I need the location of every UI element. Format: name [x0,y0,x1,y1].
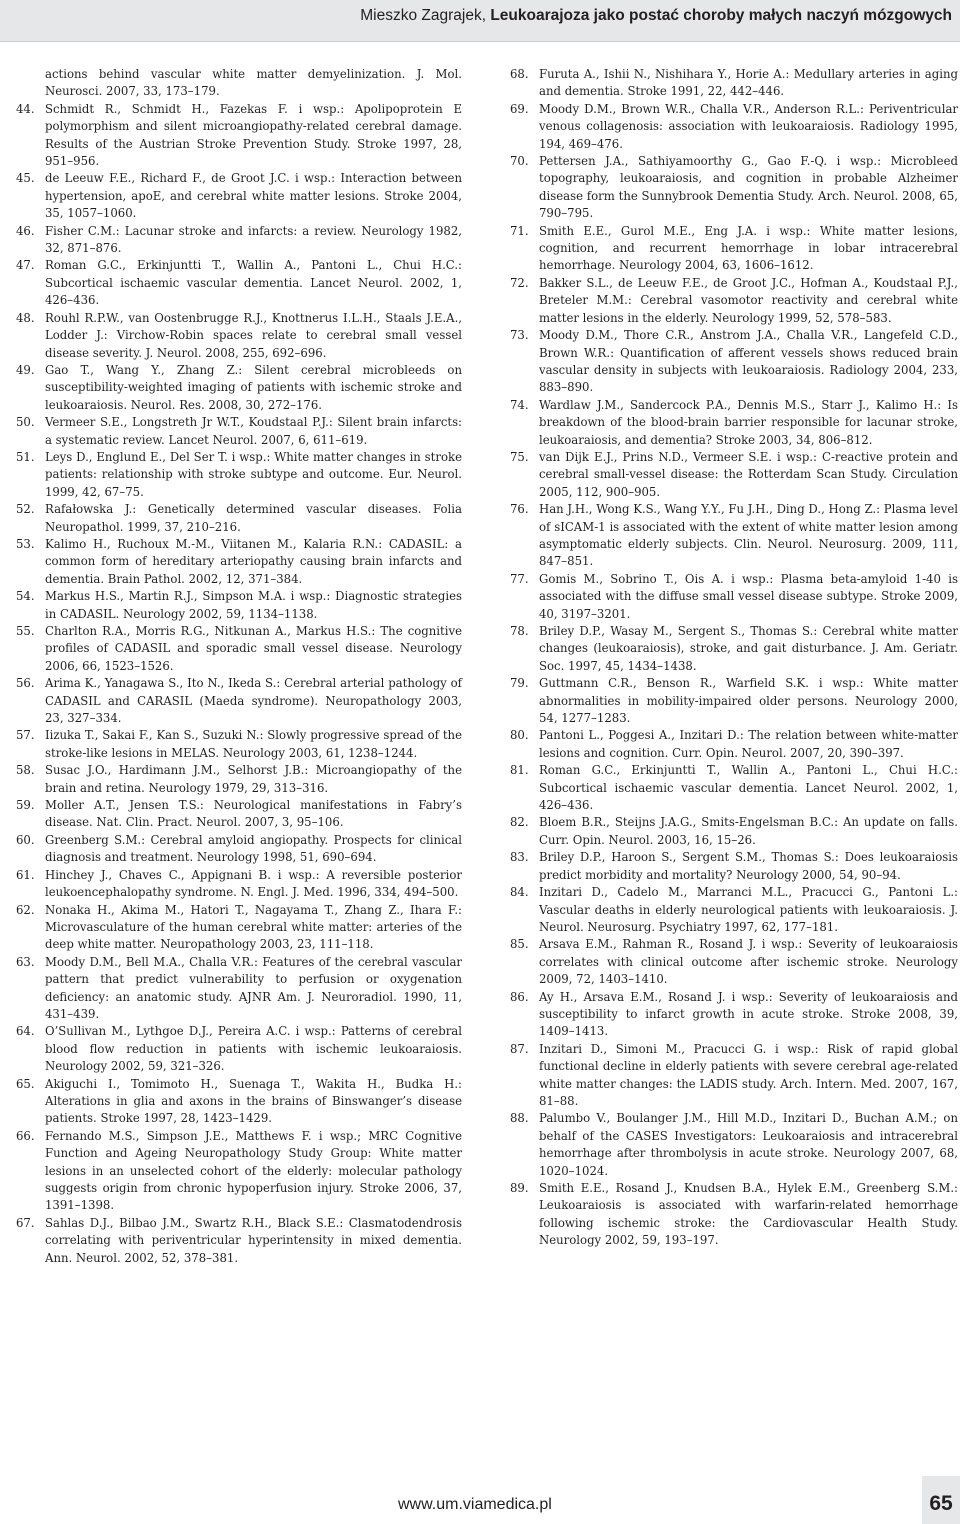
reference-text: Susac J.O., Hardimann J.M., Selhorst J.B.: Microangiopathy of the brain and retina. Neurology 1979, 29, 313–316. [45,763,462,795]
reference-item [16,223,462,258]
reference-number: 84. [510,885,529,900]
reference-number: 81. [510,763,529,778]
reference-item [16,797,462,832]
reference-number: 56. [16,676,35,691]
reference-text: de Leeuw F.E., Richard F., de Groot J.C. i wsp.: Interaction between hypertension, apoE, and cerebral white matter lesions. Stroke 2004, 35, 1057–1060. [45,171,462,221]
reference-number: 67. [16,1215,35,1230]
reference-item [16,501,462,536]
reference-item [510,936,958,988]
reference-number: 85. [510,937,529,952]
reference-number: 73. [510,328,529,343]
reference-text: Akiguchi I., Tomimoto H., Suenaga T., Wakita H., Budka H.: Alterations in glia and axons in the brains of Binswanger’s disease patients. Stroke 1997, 28, 1423–1429. [45,1076,462,1126]
reference-text: Guttmann C.R., Benson R., Warfield S.K. i wsp.: White matter abnormalities in mobility-impaired older persons. Neurology 2000, 54, 1277–1283. [539,676,958,726]
header-author: Mieszko Zagrajek, [360,7,486,24]
reference-item [16,623,462,675]
reference-item [16,536,462,588]
page-number-box [922,1476,960,1524]
reference-text: Moody D.M., Brown W.R., Challa V.R., Anderson R.L.: Periventricular venous collagenosis: association with leukoaraiosis. Radiology 1995, 194, 469–476. [539,101,958,151]
reference-item [16,1076,462,1128]
reference-number: 51. [16,449,35,464]
reference-text: Pettersen J.A., Sathiyamoorthy G., Gao F.-Q. i wsp.: Microbleed topography, leukoaraiosis, and cognition in probable Alzheimer disease form the Sunnybrook Dementia Study. Arch. Neurol. 2008, 65, 790–795. [539,154,958,221]
reference-text: Roman G.C., Erkinjuntti T., Wallin A., Pantoni L., Chui H.C.: Subcortical ischaemic vascular dementia. Lancet Neurol. 2002, 1, 426–436. [539,763,958,813]
reference-number: 89. [510,1181,529,1195]
reference-number: 50. [16,415,35,430]
reference-text: Rafałowska J.: Genetically determined vascular diseases. Folia Neuropathol. 1999, 37, 210–216. [45,502,462,534]
reference-item [16,414,462,449]
reference-number: 48. [16,310,35,325]
reference-number: 62. [16,902,35,917]
reference-item [510,727,958,762]
reference-number: 75. [510,449,529,464]
running-header [0,0,960,42]
reference-text: Nonaka H., Akima M., Hatori T., Nagayama T., Zhang Z., Ihara F.: Microvasculature of the human cerebral white matter: arteries of the deep white matter. Neuropathology 2003, 23, 111–118. [45,902,462,952]
reference-text: van Dijk E.J., Prins N.D., Vermeer S.E. i wsp.: C-reactive protein and cerebral small-vessel disease: the Rotterdam Scan Study. Circulation 2005, 112, 900–905. [539,449,958,499]
reference-text: Sahlas D.J., Bilbao J.M., Swartz R.H., Black S.E.: Clasmatodendrosis correlating with periventricular hyperintensity in mixed dementia. Ann. Neurol. 2002, 52, 378–381. [45,1215,462,1265]
reference-item [510,1180,958,1250]
reference-number: 58. [16,763,35,778]
reference-number: 55. [16,624,35,638]
reference-text: Rouhl R.P.W., van Oostenbrugge R.J., Knottnerus I.L.H., Staals J.E.A., Lodder J.: Virchow-Robin spaces relate to cerebral small vessel disease severity. J. Neurol. 2008, 255, 692–696. [45,310,462,360]
reference-text: Palumbo V., Boulanger J.M., Hill M.D., Inzitari D., Buchan A.M.; on behalf of the CASES Investigators: Leukoaraiosis and intracerebral hemorrhage after thrombolysis in acute stroke. Neurology 2007, 68, 1020–1024. [539,1111,958,1178]
reference-number: 69. [510,101,529,116]
reference-text: Hinchey J., Chaves C., Appignani B. i wsp.: A reversible posterior leukoencephalopathy syndrome. N. Engl. J. Med. 1996, 334, 494–500. [45,867,462,900]
reference-number: 88. [510,1111,529,1126]
reference-number: 70. [510,154,529,169]
reference-text: Moller A.T., Jensen T.S.: Neurological manifestations in Fabry’s disease. Nat. Clin. Pract. Neurol. 2007, 3, 95–106. [45,798,462,830]
reference-item [510,501,958,571]
reference-item [510,814,958,849]
reference-number: 77. [510,571,529,586]
reference-number: 64. [16,1024,35,1039]
reference-item [16,101,462,171]
reference-item [510,675,958,727]
reference-text: Han J.H., Wong K.S., Wang Y.Y., Fu J.H., Ding D., Hong Z.: Plasma level of sICAM-1 is associated with the extent of white matter lesion among asymptomatic elderly subjects. Clin. Neurol. Neurosurg. 2009, 111, 847–851. [539,502,958,569]
reference-number: 87. [510,1041,529,1056]
reference-number: 63. [16,954,35,969]
reference-item [16,1215,462,1267]
reference-item [510,884,958,936]
reference-text: O’Sullivan M., Lythgoe D.J., Pereira A.C. i wsp.: Patterns of cerebral blood flow reduction in patients with ischemic leukoaraiosis. Neurology 2002, 59, 321–326. [45,1024,462,1074]
running-header-text [360,7,952,25]
reference-text: Moody D.M., Bell M.A., Challa V.R.: Features of the cerebral vascular pattern that predict vulnerability to perfusion or oxygenation deficiency: an anatomic study. AJNR Am. J. Neuroradiol. 1990, 11, 431–439. [45,954,462,1021]
reference-item [510,101,958,153]
reference-number: 46. [16,223,35,238]
reference-item [16,832,462,867]
page-number: 65 [929,1492,953,1515]
reference-text: Pantoni L., Poggesi A., Inzitari D.: The relation between white-matter lesions and cognition. Curr. Opin. Neurol. 2007, 20, 390–397. [539,728,958,760]
reference-text: Smith E.E., Gurol M.E., Eng J.A. i wsp.: White matter lesions, cognition, and recurrent hemorrhage in lobar intracerebral hemorrhage. Neurology 2004, 63, 1606–1612. [539,223,958,273]
reference-item [510,571,958,623]
header-title: Leukoarajoza jako postać choroby małych naczyń mózgowych [490,7,952,24]
reference-item [510,1110,958,1180]
reference-number: 57. [16,728,35,743]
reference-item [16,362,462,414]
reference-text: Roman G.C., Erkinjuntti T., Wallin A., Pantoni L., Chui H.C.: Subcortical ischaemic vascular dementia. Lancet Neurol. 2002, 1, 426–436. [45,258,462,308]
reference-text: Wardlaw J.M., Sandercock P.A., Dennis M.S., Starr J., Kalimo H.: Is breakdown of the blood-brain barrier responsible for lacunar stroke, leukoaraiosis, and dementia? Stroke 2003, 34, 806–812. [539,397,958,447]
reference-item [16,310,462,362]
reference-item [510,623,958,675]
reference-number: 44. [16,101,35,116]
reference-number: 79. [510,676,529,691]
reference-text: Gomis M., Sobrino T., Ois A. i wsp.: Plasma beta-amyloid 1-40 is associated with the diffuse small vessel disease subtype. Stroke 2009, 40, 3197–3201. [539,571,958,621]
reference-number: 74. [510,397,529,412]
reference-text: Inzitari D., Cadelo M., Marranci M.L., Pracucci G., Pantoni L.: Vascular deaths in elderly neurological patients with leukoaraiosis. J. Neurol. Neurosurg. Psychiatry 1997, 62, 177–181. [539,885,958,934]
reference-number: 83. [510,850,529,865]
reference-text: Briley D.P., Haroon S., Sergent S.M., Thomas S.: Does leukoaraiosis predict morbidity and mortality? Neurology 2000, 54, 90–94. [539,850,958,882]
reference-text: Arsava E.M., Rahman R., Rosand J. i wsp.: Severity of leukoaraiosis correlates with clinical outcome after ischemic stroke. Neurology 2009, 72, 1403–1410. [539,937,958,987]
reference-text: Markus H.S., Martin R.J., Simpson M.A. i wsp.: Diagnostic strategies in CADASIL. Neurology 2002, 59, 1134–1138. [45,589,462,621]
reference-item [16,954,462,1024]
reference-number: 53. [16,536,35,551]
reference-item [16,867,462,902]
reference-text: actions behind vascular white matter demyelinization. J. Mol. Neurosci. 2007, 33, 173–179. [45,67,462,99]
reference-item [16,449,462,501]
reference-item [16,727,462,762]
reference-item [510,397,958,449]
reference-item [510,223,958,275]
reference-item [16,66,462,101]
reference-item [510,153,958,223]
reference-number: 54. [16,589,35,604]
reference-number: 66. [16,1128,35,1143]
reference-item [510,275,958,327]
reference-text: Charlton R.A., Morris R.G., Nitkunan A., Markus H.S.: The cognitive profiles of CADASIL and sporadic small vessel disease. Neurology 2006, 66, 1523–1526. [45,624,462,673]
reference-text: Furuta A., Ishii N., Nishihara Y., Horie A.: Medullary arteries in aging and dementia. Stroke 1991, 22, 442–446. [539,67,958,99]
reference-number: 78. [510,624,529,638]
reference-item [510,66,958,101]
reference-item [510,327,958,397]
reference-number: 71. [510,223,529,238]
reference-number: 72. [510,275,529,290]
reference-text: Bakker S.L., de Leeuw F.E., de Groot J.C., Hofman A., Koudstaal P.J., Breteler M.M.: Cerebral vasomotor reactivity and cerebral white matter lesions in the elderly. Neurology 1999, 52, 578–583. [539,275,958,325]
reference-number: 68. [510,67,529,81]
reference-text: Fernando M.S., Simpson J.E., Matthews F. i wsp.; MRC Cognitive Function and Ageing Neuropathology Study Group: White matter lesions in an unselected cohort of the elderly: molecular pathology suggests origin from chronic hypoperfusion injury. Stroke 2006, 37, 1391–1398. [45,1128,462,1213]
reference-text: Moody D.M., Thore C.R., Anstrom J.A., Challa V.R., Langefeld C.D., Brown W.R.: Quantification of afferent vessels shows reduced brain vascular density in subjects with leukoaraiosis. Radiology 2004, 233, 883–890. [539,328,958,395]
reference-item [16,257,462,309]
reference-number: 76. [510,502,529,517]
reference-number: 80. [510,728,529,743]
references-right-column [510,66,958,1250]
reference-text: Fisher C.M.: Lacunar stroke and infarcts: a review. Neurology 1982, 32, 871–876. [45,223,462,256]
reference-text: Bloem B.R., Steijns J.A.G., Smits-Engelsman B.C.: An update on falls. Curr. Opin. Neurol. 2003, 16, 15–26. [539,815,958,847]
reference-number: 60. [16,832,35,847]
reference-text: Iizuka T., Sakai F., Kan S., Suzuki N.: Slowly progressive spread of the stroke-like lesions in MELAS. Neurology 2003, 61, 1238–1244. [45,728,462,760]
reference-item [510,762,958,814]
reference-item [16,675,462,727]
footer-url: www.um.viamedica.pl [398,1496,552,1513]
reference-item [16,1023,462,1075]
reference-number: 52. [16,502,35,517]
reference-number: 47. [16,258,35,273]
reference-number: 82. [510,815,529,830]
reference-number: 61. [16,867,35,882]
reference-item [16,170,462,222]
reference-item [510,849,958,884]
reference-number: 49. [16,362,35,377]
reference-text: Smith E.E., Rosand J., Knudsen B.A., Hylek E.M., Greenberg S.M.: Leukoaraiosis is associated with warfarin-related hemorrhage following ischemic stroke: the Cardiovascular Health Study. Neurology 2002, 59, 193–197. [539,1181,958,1248]
reference-number: 65. [16,1076,35,1091]
reference-text: Greenberg S.M.: Cerebral amyloid angiopathy. Prospects for clinical diagnosis and treatment. Neurology 1998, 51, 690–694. [45,832,462,865]
reference-item [16,902,462,954]
reference-number: 86. [510,989,529,1004]
reference-text: Gao T., Wang Y., Zhang Z.: Silent cerebral microbleeds on susceptibility-weighted imaging of patients with ischemic stroke and leukoaraiosis. Neurol. Res. 2008, 30, 272–176. [45,362,462,412]
references-left-column [16,66,462,1267]
reference-item [16,588,462,623]
reference-text: Kalimo H., Ruchoux M.-M., Viitanen M., Kalaria R.N.: CADASIL: a common form of hereditary arteriopathy causing brain infarcts and dementia. Brain Pathol. 2002, 12, 371–384. [45,536,462,586]
reference-number: 59. [16,798,35,813]
reference-item [510,449,958,501]
reference-text: Ay H., Arsava E.M., Rosand J. i wsp.: Severity of leukoaraiosis and susceptibility to infarct growth in acute stroke. Stroke 2008, 39, 1409–1413. [539,989,958,1039]
reference-text: Arima K., Yanagawa S., Ito N., Ikeda S.: Cerebral arterial pathology of CADASIL and CARASIL (Maeda syndrome). Neuropathology 2003, 23, 327–334. [45,676,462,726]
reference-item [16,762,462,797]
reference-text: Inzitari D., Simoni M., Pracucci G. i wsp.: Risk of rapid global functional decline in elderly patients with severe cerebral age-related white matter changes: the LADIS study. Arch. Intern. Med. 2007, 167, 81–88. [539,1041,958,1108]
reference-item [16,1128,462,1215]
reference-number: 45. [16,171,35,186]
reference-text: Vermeer S.E., Longstreth Jr W.T., Koudstaal P.J.: Silent brain infarcts: a systematic review. Lancet Neurol. 2007, 6, 611–619. [45,415,462,447]
reference-item [510,989,958,1041]
reference-text: Leys D., Englund E., Del Ser T. i wsp.: White matter changes in stroke patients: relationship with stroke subtype and outcome. Eur. Neurol. 1999, 42, 67–75. [45,449,462,499]
reference-text: Schmidt R., Schmidt H., Fazekas F. i wsp.: Apolipoprotein E polymorphism and silent microangiopathy-related cerebral damage. Results of the Austrian Stroke Prevention Study. Stroke 1997, 28, 951–956. [45,101,462,169]
reference-text: Briley D.P., Wasay M., Sergent S., Thomas S.: Cerebral white matter changes (leukoaraiosis), stroke, and gait disturbance. J. Am. Geriatr. Soc. 1997, 45, 1434–1438. [539,624,958,673]
reference-item [510,1041,958,1111]
